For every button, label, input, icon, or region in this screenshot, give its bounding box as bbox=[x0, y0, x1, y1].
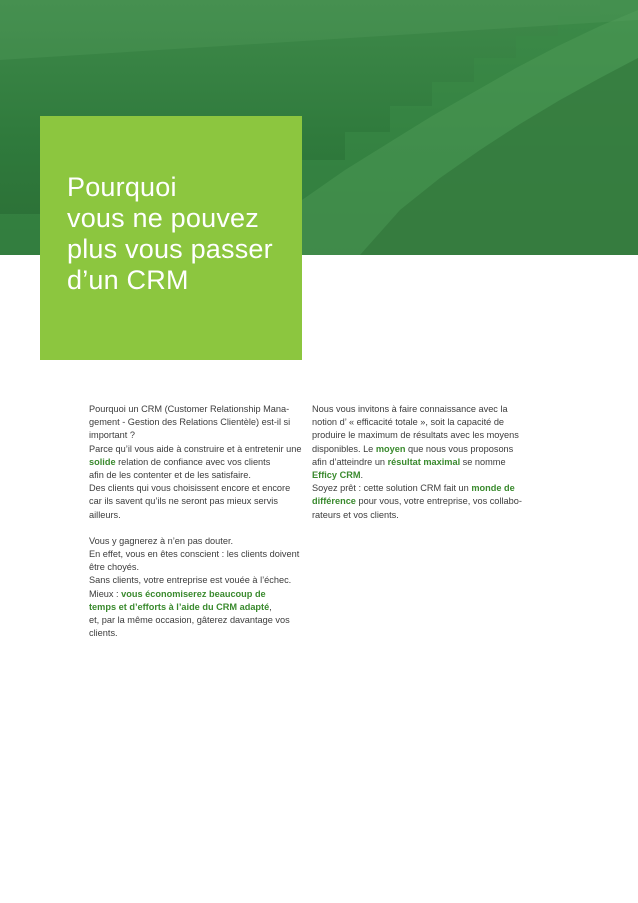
title-line-3: plus vous passer bbox=[67, 234, 273, 264]
left-line bbox=[89, 456, 315, 469]
left-column bbox=[89, 403, 315, 640]
left-line: afin de les contenter et de les satisfaire. bbox=[89, 470, 251, 481]
right-line: Nous vous invitons à faire connaissance avec la bbox=[312, 404, 508, 414]
left-line: Parce qu’il vous aide à construire et à entretenir une bbox=[89, 443, 302, 454]
left-line: clients. bbox=[89, 628, 118, 639]
right-line bbox=[312, 482, 552, 495]
left-line-text: , bbox=[269, 601, 272, 612]
right-line-text: . bbox=[360, 470, 364, 481]
right-column bbox=[312, 403, 552, 522]
left-line: Pourquoi un CRM (Customer Relationship Mana- bbox=[89, 404, 290, 414]
right-line bbox=[312, 469, 552, 482]
highlight-solide: solide bbox=[89, 456, 116, 467]
left-line: ailleurs. bbox=[89, 509, 121, 520]
left-line: car ils savent qu’ils ne seront pas mieux servis bbox=[89, 496, 278, 507]
highlight-resultat-maximal: résultat maximal bbox=[387, 456, 461, 467]
highlight-difference: différence bbox=[312, 496, 356, 507]
left-line: être choyés. bbox=[89, 562, 140, 573]
right-line bbox=[312, 443, 552, 456]
left-line: Sans clients, votre entreprise est vouée à l’échec. bbox=[89, 575, 292, 586]
highlight-efficy-crm: Efficy CRM bbox=[312, 470, 361, 481]
page-title bbox=[67, 172, 302, 296]
right-line-text: disponibles. Le bbox=[312, 443, 376, 454]
highlight-economiserez: vous économiserez beaucoup de bbox=[121, 588, 266, 599]
right-line-text: se nomme bbox=[460, 456, 506, 467]
highlight-moyen: moyen bbox=[375, 443, 406, 454]
title-box bbox=[40, 116, 302, 360]
left-line bbox=[89, 588, 315, 601]
title-line-1: Pourquoi bbox=[67, 172, 177, 202]
left-line: gement - Gestion des Relations Clientèle) est-il si bbox=[89, 417, 291, 428]
left-line: Vous y gagnerez à n’en pas douter. bbox=[89, 535, 234, 546]
right-line bbox=[312, 495, 552, 508]
title-line-4: d’un CRM bbox=[67, 265, 189, 295]
right-line-text: pour vous, votre entreprise, vos collabo- bbox=[355, 496, 522, 507]
left-line bbox=[89, 601, 315, 614]
left-line: et, par la même occasion, gâterez davantage vos bbox=[89, 615, 290, 626]
right-line bbox=[312, 456, 552, 469]
title-line-2: vous ne pouvez bbox=[67, 203, 259, 233]
paragraph-gap bbox=[89, 522, 315, 535]
left-line: En effet, vous en êtes conscient : les clients doivent bbox=[89, 549, 300, 560]
left-line-text: relation de confiance avec vos clients bbox=[115, 456, 271, 467]
right-line: notion d’ « efficacité totale », soit la capacité de bbox=[312, 417, 505, 428]
right-line-text: que nous vous proposons bbox=[405, 443, 514, 454]
left-line: Des clients qui vous choisissent encore et encore bbox=[89, 483, 291, 494]
right-line: produire le maximum de résultats avec les moyens bbox=[312, 430, 519, 441]
highlight-monde-de: monde de bbox=[471, 483, 515, 494]
right-line: rateurs et vos clients. bbox=[312, 509, 399, 520]
left-line-text: Mieux : bbox=[89, 588, 122, 599]
highlight-temps-efforts: temps et d’efforts à l’aide du CRM adapté bbox=[89, 601, 270, 612]
left-line: important ? bbox=[89, 430, 135, 441]
right-line-text: Soyez prêt : cette solution CRM fait un bbox=[312, 483, 472, 494]
right-line-text: afin d’atteindre un bbox=[312, 456, 388, 467]
